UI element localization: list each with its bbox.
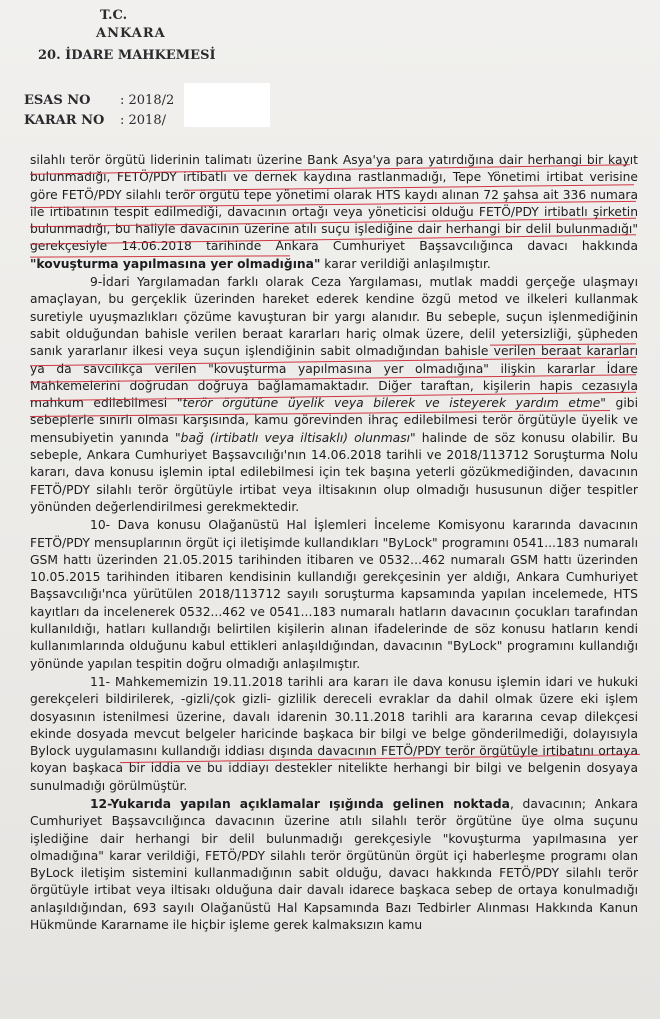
karar-label: KARAR NO [24, 113, 105, 128]
paragraph-10: 10- Dava konusu Olağanüstü Hal İşlemleri İnceleme Komisyonu kararında davacının FETÖ/PDY mensuplarının örgüt içi iletişimde kullandıkları "ByLock" programını 0541...183 numaralı GSM hattı üzerinden 21.05.2015 tarihinden itibaren ve 0532...462 numaralı GSM hattı üzerinden 10.05.2015 tarihinden itibaren kendisinin kullandığı gerekçesinin yer aldığı, Ankara Cumhuriyet Başsavcılığı'nca yürütülen 2018/113712 sayılı soruşturma kapsamında yapılan incelemede, HTS kayıtları da incelenerek 0532...462 ve 0541...183 numaralı hatların davacının çocukları tarafından kullanıldığı, hatları kullandığı belirtilen kişilerin alınan ifadelerinde de söz konusu hatların kendi kullanımlarında olduğunu kabul ettikleri anlaşıldığından, davacının "ByLock" programını kullandığı yönünde yapılan tespitin doğru olmadığı anlaşılmıştır. [30, 518, 638, 671]
p12-text: , davacının; Ankara Cumhuriyet Başsavcılığınca davacının üzerine atılı silahlı terör örgütüne üye olma suçunu işlediğine dair herhangi bir delil bulunmadığı gerekçesiyle "kovuşturma yapılmasına yer olmadığına" karar verildiği, FETÖ/PDY silahlı terör örgütünün örgüt içi haberleşme programı olan ByLock iletişim sistemini kullanmadığının sabit olduğu, davacı hakkında FETÖ/PDY silahlı terör örgütüyle irtibat veya iltisakı olduğuna dair davalı idarece başkaca sebep de ortaya konulmadığı anlaşıldığından, 693 sayılı Olağanüstü Hal Kapsamında Bazı Tedbirler Alınması Hakkında Kanun Hükmünde Kararname ile hiçbir işleme gerek kalmaksızın kamu [30, 796, 638, 933]
p9-italic-1: "terör örgütüne üyelik veya bilerek ve isteyerek yardım etme" [176, 396, 606, 411]
p8-text: silahlı terör örgütü liderinin talimatı üzerine Bank Asya'ya para yatırdığına dair herhangi bir kayıt bulunmadığı, FETÖ/PDY irtibatlı ve dernek kaydına rastlanmadığı, Tepe Yönetimi irtibat verisine göre FETÖ/PDY silahlı terör örgütü tepe yönetimi olarak HTS kaydı alınan 72 şahsa ait 336 numara ile irtibatının tespit edilmediği, davacının ortağı veya yöneticisi olduğu FETÖ/PDY irtibatlı şirketin bulunmadığı, bu haliyle davacının üzerine atılı suçu işlediğine dair herhangi bir delil bulunmadığı" gerekçesiyle 14.06.2018 tarihinde Ankara Cumhuriyet Başsavcılığınca davacı hakkında [30, 153, 638, 254]
p9-text: 9-İdari Yargılamadan farklı olarak Ceza Yargılaması, mutlak maddi gerçeğe ulaşmayı amaçlayan, bu gerçeklik üzerinden hareket ederek kendine özgü metod ve ilkeleri kullanmak suretiyle uyuşmazlıkları çözüme kavuşturan bir yargı alanıdır. Bu sebeple, suçun işlenmediğinin sabit olduğundan bahisle verilen beraat kararları hariç olmak üzere, delil yetersizliği, şüpheden sanık yararlanır ilkesi veya suçun işlendiğinin sabit olmadığından bahisle verilen beraat kararları ya da savcılıkça verilen "kovuşturma yapılmasına yer olmadığına" ilişkin kararlar İdare Mahkemelerini doğrudan doğruya bağlamamaktadır. Diğer taraftan, kişilerin hapis cezasıyla mahkum edilebilmesi [30, 275, 638, 411]
paragraph-8 [30, 152, 638, 273]
karar-row [24, 113, 174, 133]
p12-bold: 12-Yukarıda yapılan açıklamalar ışığında gelinen noktada [90, 796, 510, 811]
redaction-box [184, 83, 270, 127]
header-court-name: 20. İDARE MAHKEMESİ [38, 48, 216, 63]
header-tc: T.C. [100, 8, 128, 23]
p8-end: karar verildiği anlaşılmıştır. [320, 256, 491, 271]
document-body [30, 152, 638, 934]
p9-italic-2: "bağ (irtibatlı veya iltisaklı) olunması" [175, 430, 416, 445]
p9-text-3: halinde de söz konusu olabilir. Bu sebeple, Ankara Cumhuriyet Başsavcılığı'nın 14.06.2018 tarihli ve 2018/113712 Soruşturma Nolu kararı, dava konusu işlemin iptal edilebilmesi için tek başına yeterli gözükmediğinden, davacının FETÖ/PDY silahlı terör örgütüyle irtibat veya iltisakının olup olmadığı hususunun diğer tespitler yönünden değerlendirilmesi gerekmektedir. [30, 430, 638, 514]
case-numbers [24, 93, 174, 133]
paragraph-12 [30, 796, 638, 934]
esas-value: : 2018/2 [120, 93, 175, 108]
esas-label: ESAS NO [24, 93, 91, 108]
karar-value: : 2018/ [120, 113, 166, 128]
esas-row [24, 93, 174, 113]
p9-text-2: gibi sebeplerle sınırlı olması karşısında, kamu görevinden ihraç edilebilmesi terör örgütüyle üyelik ve mensubiyetin yanında [30, 396, 638, 445]
p8-bold: "kovuşturma yapılmasına yer olmadığına" [30, 256, 321, 271]
paragraph-11: 11- Mahkememizin 19.11.2018 tarihli ara kararı ile dava konusu işlemin idari ve hukuki gerekçeleri bildirilerek, -gizli/çok gizli- gizlilik dereceli evraklar da dahil olmak üzere eki işlem dosyasının istenilmesi üzerine, davalı idarenin 30.11.2018 tarihli ara kararına cevap dilekçesi ekinde dosyada mevcut belgeler haricinde başkaca bir bilgi ve belge gönderilmediği, dolayısıyla Bylock uygulamasını kullandığı iddiası dışında davacının FETÖ/PDY terör örgütüyle irtibatını ortaya koyan başkaca bir iddia ve bu iddiayı destekler nitelikte herhangi bir bilgi ve belgenin dosyaya sunulmadığı görülmüştür. [30, 674, 638, 793]
header-city: ANKARA [96, 26, 166, 41]
